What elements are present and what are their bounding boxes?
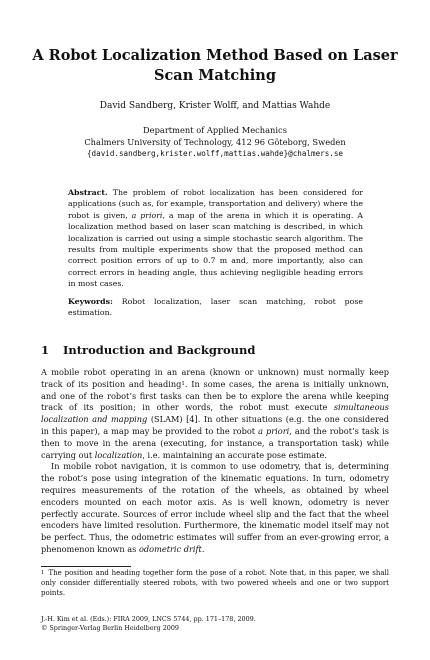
abstract-italic: a priori [131, 210, 163, 220]
abstract-text-2: , a map of the arena in which it is operating. A localization method based on laser scan matching is described, in which localization is carried out using a simple stochastic search algorithm. The results from multiple experiments show that the proposed method can correct position errors of up to 0.7 m and, more importantly, also can correct errors in heading angle, thus achieving negligible heading errors in most cases. [68, 210, 363, 289]
footnote-text: The position and heading together form the pose of a robot. Note that, in this paper, we shall only consider differentially steered robots, with two powered wheels and one or two support points. [41, 569, 389, 597]
p2-text-b: . [201, 543, 205, 554]
p1-italic-localization: localization [94, 449, 143, 460]
section-heading [41, 343, 401, 357]
title-line-2: Scan Matching [154, 67, 276, 84]
p2-italic-drift: odometric drift [138, 543, 202, 554]
copyright-line: © Springer-Verlag Berlin Heidelberg 2009 [41, 623, 179, 632]
keywords-text: Robot localization, laser scan matching, robot pose estimation. [68, 297, 363, 318]
keywords-label: Keywords: [68, 297, 113, 306]
section-title: Introduction and Background [63, 343, 256, 357]
p1-italic-slam: simultaneous localization and mapping [41, 402, 389, 425]
footnote [41, 569, 389, 598]
p1-text-a: A mobile robot operating in an arena (known or unknown) must normally keep track of its position and heading [41, 367, 389, 389]
p1-italic-apriori: a priori [258, 425, 290, 436]
abstract-label: Abstract. [68, 188, 108, 197]
p1-text-e: , i.e. maintaining an accurate pose estimate. [142, 449, 327, 460]
p1-text-d: , and the robot’s task is then to move in the arena (executing, for instance, a transportation task) while carrying out [41, 425, 389, 460]
p1-text-b: . In some cases, the arena is initially unknown, and one of the robot’s first tasks can then be to explore the arena while keeping track of its position; in other words, the robot must execute [41, 378, 389, 413]
paragraph-1 [41, 367, 389, 461]
p1-text-c: (SLAM) [4]. In other situations (e.g. the one considered in this paper), a map may be provided to the robot [41, 414, 390, 436]
paragraph-2 [41, 461, 389, 555]
title-line-1: A Robot Localization Method Based on Laser [32, 47, 398, 64]
footnote-mark: 1 [41, 570, 45, 576]
affiliation-email: {david.sandberg,krister.wolff,mattias.wahde}@chalmers.se [86, 149, 344, 158]
paper-title [20, 46, 410, 86]
affiliation [0, 124, 430, 160]
affiliation-university: Chalmers University of Technology, 412 96 Göteborg, Sweden [84, 137, 346, 147]
keywords [68, 296, 363, 319]
affiliation-department: Department of Applied Mechanics [143, 125, 287, 135]
abstract [68, 187, 363, 290]
abstract-text-1: The problem of robot localization has been considered for applications (such as, for example, transportation and delivery) where the robot is given, [68, 188, 363, 220]
author-list: David Sandberg, Krister Wolff, and Mattias Wahde [99, 101, 331, 111]
p2-text-a: In mobile robot navigation, it is common to use odometry, that is, determining the robot’s pose using integration of the kinematic equations. In turn, odometry requires measurements of the rotation of the wheels, as obtained by wheel encoders mounted on each motor axis. As is well known, odometry is never perfectly accurate. Sources of error include wheel slip and the fact that the wheel encoders have limited resolution. Furthermore, the kinematic model itself may not be perfect. Thus, the odometric estimates will suffer from an ever-growing error, a phenomenon known as [41, 461, 389, 554]
section-number: 1 [41, 343, 50, 357]
footnote-reference[interactable]: 1 [181, 380, 185, 387]
body-text [41, 367, 389, 556]
footnote-rule [41, 566, 131, 567]
publication-line-1: J.-H. Kim et al. (Eds.): FIRA 2009, LNCS 5744, pp. 171–178, 2009. [41, 615, 256, 623]
publication-info [41, 615, 389, 632]
